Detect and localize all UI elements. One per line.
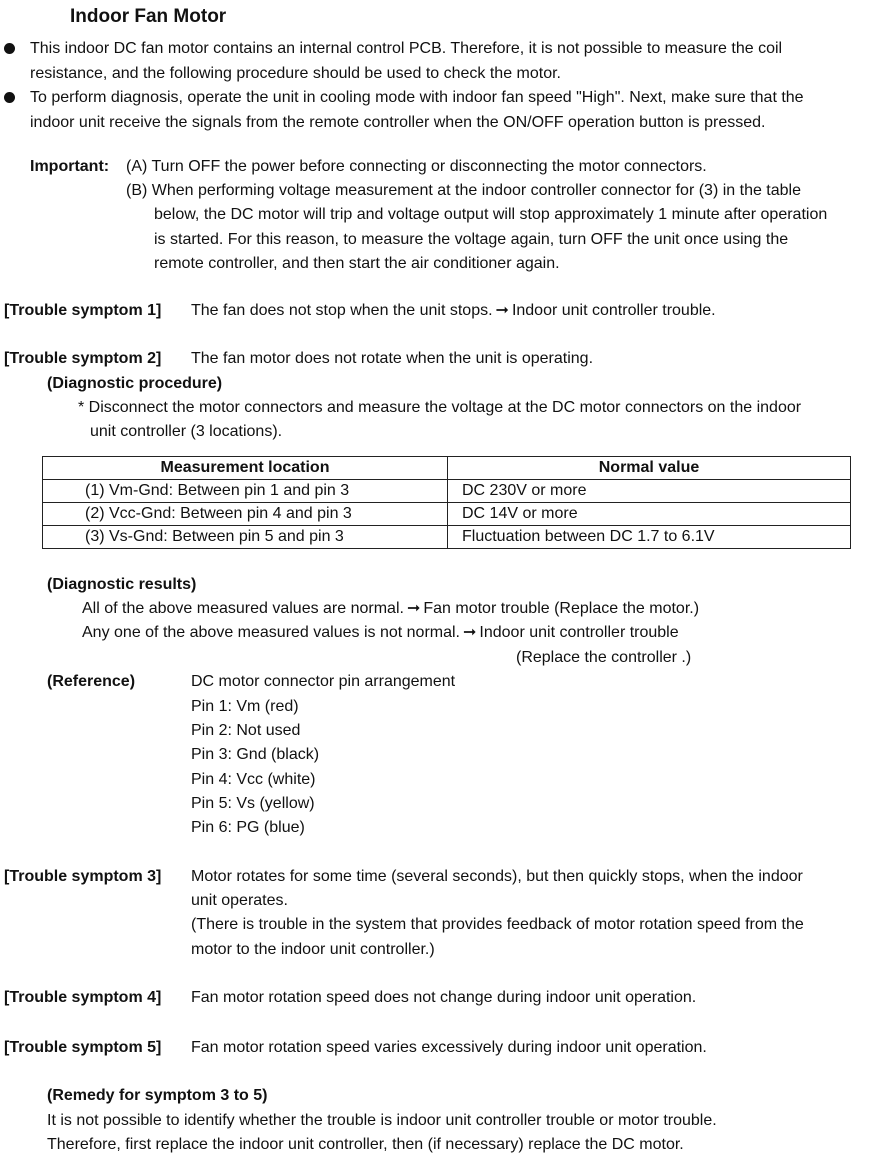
table-header-row	[43, 457, 851, 480]
result-2-text: Any one of the above measured values is not normal.	[82, 624, 460, 641]
bullet-icon	[4, 43, 15, 54]
table-cell-normal-value: DC 230V or more	[448, 480, 851, 503]
table-cell-location: (2) Vcc-Gnd: Between pin 4 and pin 3	[43, 503, 448, 526]
reference-heading: DC motor connector pin arrangement	[191, 673, 456, 690]
diagnostic-procedure-line-1: * Disconnect the motor connectors and measure the voltage at the DC motor connectors on the indoor	[78, 399, 802, 416]
symptom-5-text: Fan motor rotation speed varies excessively during indoor unit operation.	[191, 1039, 707, 1056]
symptom-3-line-3: (There is trouble in the system that provides feedback of motor rotation speed from the	[191, 916, 804, 933]
arrow-right-icon: ➞	[406, 600, 421, 617]
diagnostic-procedure-line-2: unit controller (3 locations).	[90, 423, 283, 440]
remedy-line-2: Therefore, first replace the indoor unit controller, then (if necessary) replace the DC motor.	[47, 1136, 684, 1153]
pin-list-item: Pin 2: Not used	[191, 722, 301, 739]
table-cell-location: (1) Vm-Gnd: Between pin 1 and pin 3	[43, 480, 448, 503]
pin-list-item: Pin 3: Gnd (black)	[191, 746, 320, 763]
pin-list-item: Pin 5: Vs (yellow)	[191, 795, 315, 812]
important-item-b-line-4: remote controller, and then start the air conditioner again.	[154, 255, 560, 272]
arrow-right-icon: ➞	[495, 302, 509, 319]
table-cell-location: (3) Vs-Gnd: Between pin 5 and pin 3	[43, 526, 448, 549]
symptom-1-label: [Trouble symptom 1]	[4, 302, 162, 319]
reference-label: (Reference)	[47, 673, 136, 690]
important-label: Important:	[30, 158, 110, 175]
remedy-heading: (Remedy for symptom 3 to 5)	[47, 1087, 268, 1104]
table-header-location: Measurement location	[43, 457, 448, 480]
pin-list-item: Pin 6: PG (blue)	[191, 819, 305, 836]
symptom-5-label: [Trouble symptom 5]	[4, 1039, 162, 1056]
table-header-normal-value: Normal value	[448, 457, 851, 480]
diagnostic-result-2	[82, 621, 679, 645]
diagnostic-results-heading: (Diagnostic results)	[47, 576, 197, 593]
table-row	[43, 480, 851, 503]
result-2-outcome: Indoor unit controller trouble	[479, 624, 679, 641]
symptom-2-label: [Trouble symptom 2]	[4, 350, 162, 367]
arrow-right-icon: ➞	[463, 624, 477, 641]
result-1-text: All of the above measured values are normal.	[82, 600, 404, 617]
table-row	[43, 503, 851, 526]
remedy-line-1: It is not possible to identify whether the trouble is indoor unit controller trouble or motor trouble.	[47, 1112, 717, 1129]
bullet-2-line-1: To perform diagnosis, operate the unit in cooling mode with indoor fan speed "High". Next, make sure that the	[30, 89, 804, 106]
symptom-1-text: The fan does not stop when the unit stops.	[191, 302, 493, 319]
bullet-2-line-2: indoor unit receive the signals from the remote controller when the ON/OFF operation button is pressed.	[30, 114, 766, 131]
pin-list-item: Pin 1: Vm (red)	[191, 698, 299, 715]
symptom-3-line-4: motor to the indoor unit controller.)	[191, 941, 435, 958]
important-item-b-line-2: below, the DC motor will trip and voltage output will stop approximately 1 minute after operation	[154, 206, 828, 223]
bullet-icon	[4, 92, 15, 103]
important-item-a: (A) Turn OFF the power before connecting or disconnecting the motor connectors.	[126, 158, 707, 175]
symptom-3-label: [Trouble symptom 3]	[4, 868, 162, 885]
result-1-outcome: Fan motor trouble (Replace the motor.)	[423, 600, 700, 617]
pin-list-item: Pin 4: Vcc (white)	[191, 771, 316, 788]
bullet-1-line-1: This indoor DC fan motor contains an internal control PCB. Therefore, it is not possible to measure the coil	[30, 40, 783, 57]
symptom-1-result: Indoor unit controller trouble.	[511, 302, 716, 319]
measurement-table	[42, 456, 851, 549]
bullet-1-line-2: resistance, and the following procedure should be used to check the motor.	[30, 65, 561, 82]
symptom-3-line-2: unit operates.	[191, 892, 288, 909]
result-2-outcome-continued: (Replace the controller .)	[516, 649, 692, 666]
diagnostic-procedure-heading: (Diagnostic procedure)	[47, 375, 223, 392]
symptom-1-description	[191, 299, 716, 323]
symptom-3-line-1: Motor rotates for some time (several seconds), but then quickly stops, when the indoor	[191, 868, 803, 885]
symptom-2-text: The fan motor does not rotate when the unit is operating.	[191, 350, 594, 367]
symptom-4-label: [Trouble symptom 4]	[4, 989, 162, 1006]
page-title: Indoor Fan Motor	[70, 6, 227, 27]
diagnostic-result-1	[82, 597, 699, 621]
table-cell-normal-value: Fluctuation between DC 1.7 to 6.1V	[448, 526, 851, 549]
table-row	[43, 526, 851, 549]
important-item-b-line-1: (B) When performing voltage measurement at the indoor controller connector for (3) in the table	[126, 182, 801, 199]
table-cell-normal-value: DC 14V or more	[448, 503, 851, 526]
symptom-4-text: Fan motor rotation speed does not change during indoor unit operation.	[191, 989, 697, 1006]
important-item-b-line-3: is started. For this reason, to measure the voltage again, turn OFF the unit once using the	[154, 231, 789, 248]
